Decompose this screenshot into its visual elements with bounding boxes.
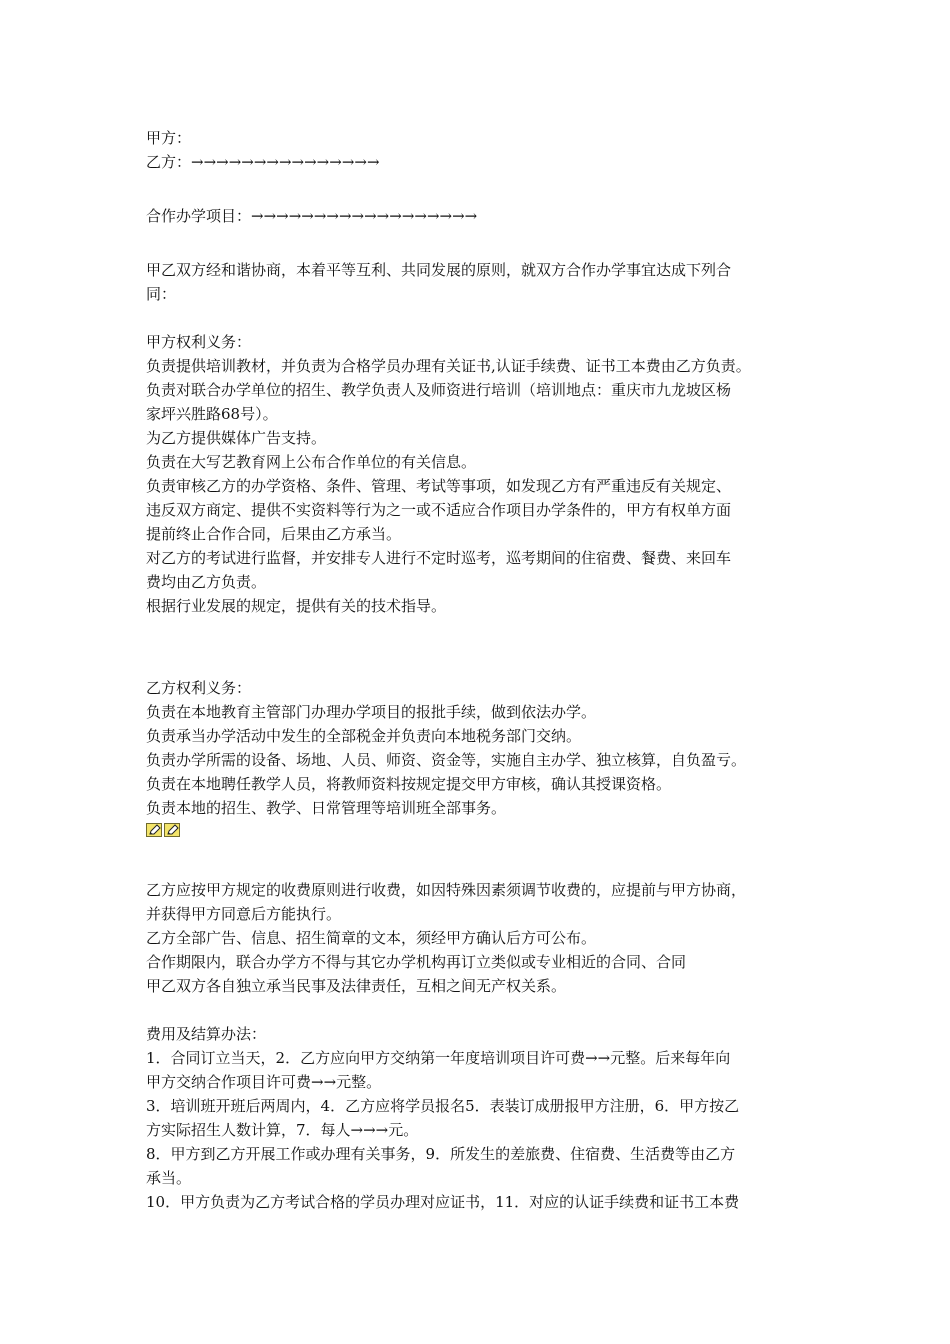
paragraph-line: 负责在本地教育主管部门办理办学项目的报批手续，做到依法办学。 xyxy=(146,703,597,721)
section-heading-party-b: 乙方权利义务： xyxy=(146,679,252,697)
paragraph-line: 合作期限内，联合办学方不得与其它办学机构再订立类似或专业相近的合同、合同 xyxy=(146,953,687,971)
paragraph-line: 8．甲方到乙方开展工作或办理有关事务，9．所发生的差旅费、住宿费、生活费等由乙方 xyxy=(146,1145,736,1163)
section-heading-fees: 费用及结算办法： xyxy=(146,1025,267,1043)
paragraph-line: 1．合同订立当天，2．乙方应向甲方交纳第一年度培训项目许可费→→元整。后来每年向 xyxy=(146,1049,731,1067)
paragraph-line: 负责在本地聘任教学人员，将教师资料按规定提交甲方审核，确认其授课资格。 xyxy=(146,775,672,793)
paragraph-line: 为乙方提供媒体广告支持。 xyxy=(146,429,327,447)
paragraph-line: 负责审核乙方的办学资格、条件、管理、考试等事项，如发现乙方有严重违反有关规定、 xyxy=(146,477,732,495)
pencil-icon xyxy=(146,823,162,837)
paragraph-line: 违反双方商定、提供不实资料等行为之一或不适应合作项目办学条件的，甲方有权单方面 xyxy=(146,501,732,519)
pencil-icon xyxy=(164,823,180,837)
paragraph-line: 10．甲方负责为乙方考试合格的学员办理对应证书，11．对应的认证手续费和证书工本费 xyxy=(146,1193,740,1211)
project-line: 合作办学项目：→→→→→→→→→→→→→→→→→→ xyxy=(146,207,478,225)
paragraph-line: 承当。 xyxy=(146,1169,192,1187)
paragraph-line: 3．培训班开班后两周内，4．乙方应将学员报名5．表装订成册报甲方注册，6．甲方按乙 xyxy=(146,1097,740,1115)
paragraph-line: 负责对联合办学单位的招生、教学负责人及师资进行培训（培训地点：重庆市九龙坡区杨 xyxy=(146,381,732,399)
paragraph-line: 根据行业发展的规定，提供有关的技术指导。 xyxy=(146,597,447,615)
paragraph-line: 乙方全部广告、信息、招生简章的文本，须经甲方确认后方可公布。 xyxy=(146,929,597,947)
intro-line: 同： xyxy=(146,285,177,303)
paragraph-line: 并获得甲方同意后方能执行。 xyxy=(146,905,342,923)
paragraph-line: 负责在大写艺教育网上公布合作单位的有关信息。 xyxy=(146,453,477,471)
paragraph-line: 甲乙双方各自独立承当民事及法律责任，互相之间无产权关系。 xyxy=(146,977,567,995)
intro-line: 甲乙双方经和谐协商，本着平等互利、共同发展的原则，就双方合作办学事宜达成下列合 xyxy=(146,261,732,279)
paragraph-line: 家坪兴胜路68号）。 xyxy=(146,405,278,423)
paragraph-line: 对乙方的考试进行监督，并安排专人进行不定时巡考，巡考期间的住宿费、餐费、来回车 xyxy=(146,549,732,567)
party-a-line: 甲方： xyxy=(146,129,192,147)
paragraph-line: 费均由乙方负责。 xyxy=(146,573,267,591)
embedded-icons xyxy=(146,820,826,840)
section-heading-party-a: 甲方权利义务： xyxy=(146,333,252,351)
paragraph-line: 方实际招生人数计算，7．每人→→→元。 xyxy=(146,1121,419,1139)
paragraph-line: 提前终止合作合同，后果由乙方承当。 xyxy=(146,525,402,543)
paragraph-line: 负责本地的招生、教学、日常管理等培训班全部事务。 xyxy=(146,799,507,817)
paragraph-line: 负责办学所需的设备、场地、人员、师资、资金等，实施自主办学、独立核算，自负盈亏。 xyxy=(146,751,747,769)
paragraph-line: 负责提供培训教材，并负责为合格学员办理有关证书,认证手续费、证书工本费由乙方负责。 xyxy=(146,357,751,375)
paragraph-line: 负责承当办学活动中发生的全部税金并负责向本地税务部门交纳。 xyxy=(146,727,582,745)
party-b-line: 乙方：→→→→→→→→→→→→→→→ xyxy=(146,153,380,171)
paragraph-line: 乙方应按甲方规定的收费原则进行收费，如因特殊因素须调节收费的，应提前与甲方协商， xyxy=(146,881,747,899)
paragraph-line: 甲方交纳合作项目许可费→→元整。 xyxy=(146,1073,382,1091)
document-body xyxy=(146,126,826,1214)
